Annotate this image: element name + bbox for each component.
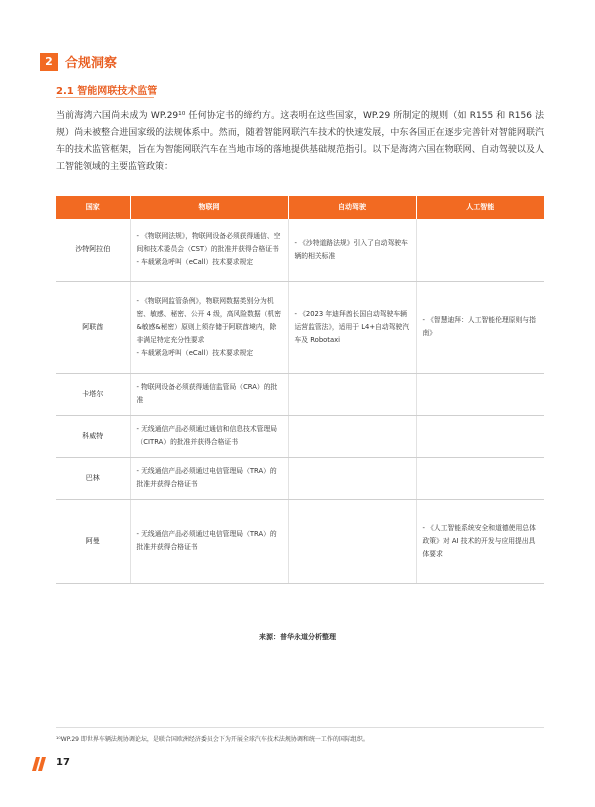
section-header	[40, 52, 117, 71]
table-source-note: 来源：普华永道分析整理	[259, 633, 336, 641]
policy-item: - 物联网设备必须获得通信监管局（CRA）的批准	[136, 383, 278, 404]
policy-item: - 《物联网法规》，物联网设备必须获得通信、空间和技术委员会（CST）的批准并获得合格证书	[136, 232, 281, 254]
policy-item: - 车载紧急呼叫（eCall）技术要求规定	[136, 348, 254, 357]
ai-cell	[416, 373, 544, 415]
header-ai: 人工智能	[416, 196, 544, 219]
iot-cell	[130, 499, 288, 583]
ai-cell	[416, 281, 544, 373]
iot-cell	[130, 281, 288, 373]
policy-item: - 《人工智能系统安全和道德使用总体政策》对 AI 技术的开发与应用提出具体要求	[422, 523, 536, 558]
autonomous-driving-cell	[288, 415, 416, 457]
table-row	[56, 499, 544, 583]
table-header-row	[56, 196, 544, 219]
header-country: 国家	[56, 196, 130, 219]
policy-item: - 《沙特道路法规》引入了自动驾驶车辆的相关标准	[294, 238, 408, 260]
autonomous-driving-cell	[288, 219, 416, 281]
country-cell: 阿联酋	[56, 281, 130, 373]
policy-item: - 无线通信产品必须通过通信和信息技术管理局（CITRA）的批准并获得合格证书	[136, 425, 278, 446]
page-number: 17	[56, 757, 70, 768]
country-cell: 科威特	[56, 415, 130, 457]
intro-paragraph: 当前海湾六国尚未成为 WP.29¹⁰ 任何协定书的缔约方。这表明在这些国家，WP.29 所制定的规则（如 R155 和 R156 法规）尚未被整合进国家级的法规体系中。然而，随着智能网联汽车技术的快速发展，中东各国正在逐步完善针对智能网联汽车的技术监管框架，旨在为智能网联汽车在当地市场的落地提供基础规范指引。以下是海湾六国在物联网、自动驾驶以及人工智能领域的主要监管政策：	[56, 111, 544, 172]
policy-item: - 《物联网监管条例》，物联网数据类别分为机密、敏感、秘密、公开 4 级，高风险数据（机密&敏感&秘密）原则上须存储于阿联酋境内，除非满足特定充分性要求	[136, 296, 282, 344]
subsection-title: 2.1 智能网联技术监管	[56, 86, 158, 97]
autonomous-driving-cell	[288, 457, 416, 499]
autonomous-driving-cell	[288, 499, 416, 583]
table-row	[56, 415, 544, 457]
section-title: 合规洞察	[65, 56, 118, 71]
ai-cell	[416, 457, 544, 499]
policy-item: - 无线通信产品必须通过电信管理局（TRA）的批准并获得合格证书	[136, 467, 277, 488]
table-row	[56, 281, 544, 373]
country-cell: 阿曼	[56, 499, 130, 583]
section-number-badge: 2	[40, 53, 58, 71]
policy-item: - 《智慧迪拜：人工智能伦理原则与指南》	[422, 316, 536, 337]
country-cell: 巴林	[56, 457, 130, 499]
iot-cell	[130, 457, 288, 499]
country-cell: 沙特阿拉伯	[56, 219, 130, 281]
policy-item: - 车载紧急呼叫（eCall）技术要求规定	[136, 258, 254, 267]
policy-item: - 《2023 年迪拜酋长国自动驾驶车辆运营监管法》，适用于 L4+自动驾驶汽车及 Robotaxi	[294, 309, 410, 344]
subsection-underline	[56, 97, 154, 98]
footnote-divider	[56, 727, 544, 728]
autonomous-driving-cell	[288, 373, 416, 415]
ai-cell	[416, 219, 544, 281]
table-row	[56, 373, 544, 415]
header-autonomous-driving: 自动驾驶	[288, 196, 416, 219]
table-row	[56, 457, 544, 499]
header-iot: 物联网	[130, 196, 288, 219]
footnote: ¹⁰WP.29 即世界车辆法规协调论坛，是联合国欧洲经济委员会下为开展全球汽车技术法规协调和统一工作的国际组织。	[56, 736, 369, 743]
country-cell: 卡塔尔	[56, 373, 130, 415]
iot-cell	[130, 219, 288, 281]
ai-cell	[416, 415, 544, 457]
page-stripes-icon	[32, 757, 52, 771]
iot-cell	[130, 373, 288, 415]
autonomous-driving-cell	[288, 281, 416, 373]
table-row	[56, 219, 544, 281]
ai-cell	[416, 499, 544, 583]
iot-cell	[130, 415, 288, 457]
policy-item: - 无线通信产品必须通过电信管理局（TRA）的批准并获得合格证书	[136, 530, 277, 551]
regulation-table	[56, 196, 544, 584]
